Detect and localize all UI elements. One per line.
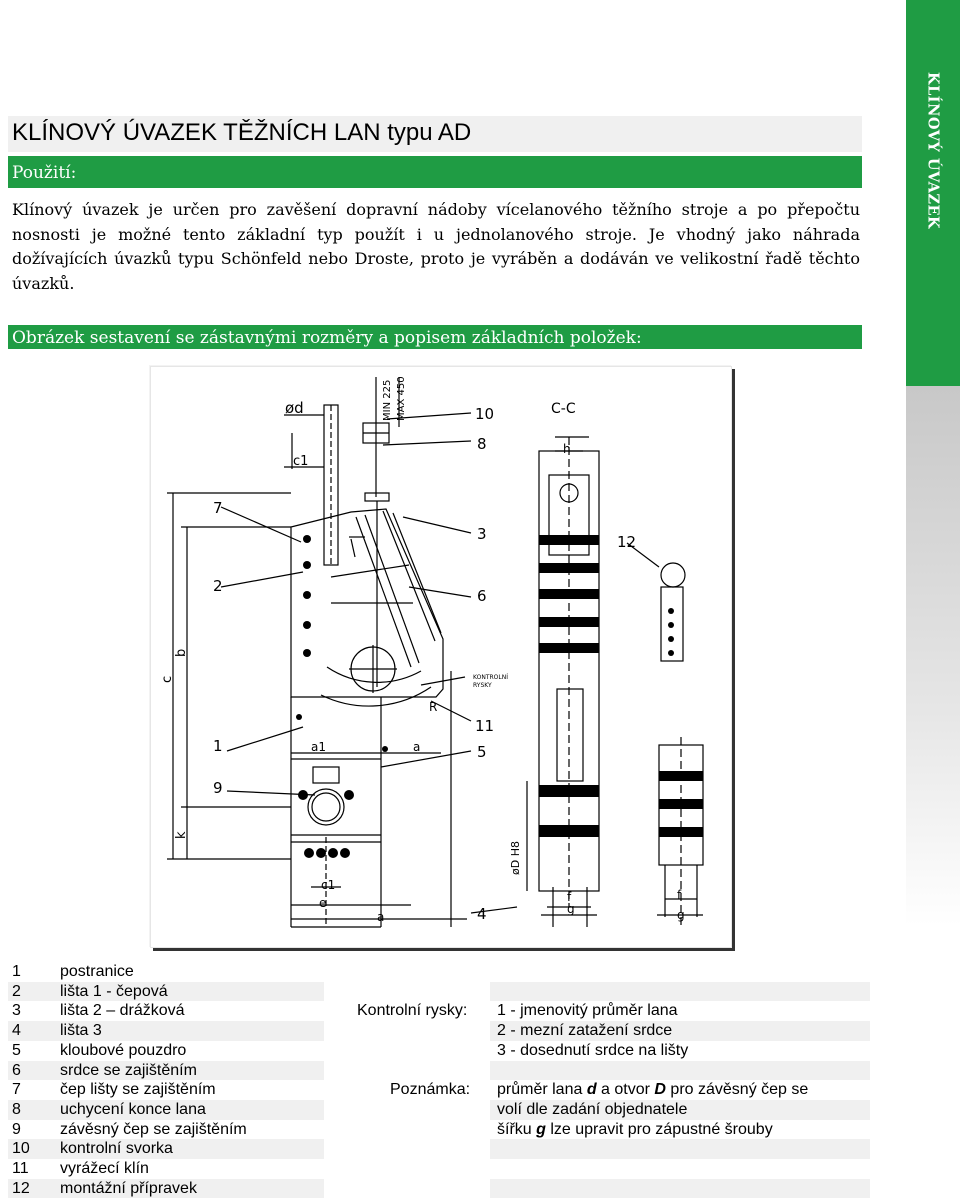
label-part-5: 5 <box>477 743 487 761</box>
part-name: postranice <box>60 963 134 980</box>
label-g: g <box>567 902 575 916</box>
page-title: KLÍNOVÝ ÚVAZEK TĚŽNÍCH LAN typu AD <box>12 119 472 146</box>
part-number: 3 <box>12 1002 21 1020</box>
usage-heading: Použití: <box>12 163 77 183</box>
note-line-3: šířku g lze upravit pro zápustné šrouby <box>497 1121 773 1138</box>
part-number: 4 <box>12 1022 21 1040</box>
part-name: srdce se zajištěním <box>60 1061 197 1079</box>
title-bar <box>8 116 862 152</box>
label-part-6: 6 <box>477 587 487 605</box>
label-part-1: 1 <box>213 737 223 755</box>
part-name: lišta 2 – drážková <box>60 1002 185 1020</box>
parts-row-gap <box>324 1139 490 1159</box>
parts-row-right <box>490 1159 870 1179</box>
usage-text: Klínový úvazek je určen pro zavěšení dopravní nádoby vícelanového těžního stroje a po přepočtu nosnosti je možné tento základní typ použít i u jednolanového stroje. Je vhodný jako náhrada dožívajících úvazků typu Schönfeld nebo Droste, proto je vyráběn a dodáván ve velikostní řadě těchto úvazků. <box>12 200 860 293</box>
label-f2: f <box>677 888 682 902</box>
part-name: lišta 3 <box>60 1022 102 1040</box>
control-mark-1: 1 - jmenovitý průměr lana <box>497 1002 678 1019</box>
part-number: 2 <box>12 982 21 1000</box>
parts-row-right <box>490 1061 870 1081</box>
label-g2: g <box>677 908 685 922</box>
parts-row-right <box>490 962 870 982</box>
part-number: 7 <box>12 1081 21 1099</box>
label-c: c <box>160 675 175 683</box>
label-diameter-d: ød <box>285 399 304 417</box>
parts-row-gap <box>324 1100 490 1120</box>
label-part-10: 10 <box>475 405 495 423</box>
label-part-8: 8 <box>477 435 487 453</box>
part-number: 6 <box>12 1061 21 1079</box>
part-number: 1 <box>12 963 21 980</box>
usage-heading-bar <box>8 156 862 188</box>
control-marks-label: Kontrolní rysky: <box>357 1002 468 1019</box>
side-strip <box>906 386 960 926</box>
part-name: montážní přípravek <box>60 1179 197 1197</box>
part-name: vyrážecí klín <box>60 1160 149 1177</box>
label-dh8: øD H8 <box>509 841 522 875</box>
part-name: závěsný čep se zajištěním <box>60 1120 247 1138</box>
label-rysky: RYSKY <box>473 682 492 689</box>
part-name: kloubové pouzdro <box>60 1041 187 1059</box>
parts-row-gap <box>324 1021 490 1041</box>
label-section: C-C <box>551 401 576 417</box>
parts-row-gap <box>324 1159 490 1179</box>
label-part-12: 12 <box>617 533 637 551</box>
parts-row <box>8 1041 870 1061</box>
label-a1: a1 <box>311 740 326 754</box>
label-part-11: 11 <box>475 717 495 735</box>
parts-row-gap <box>324 1061 490 1081</box>
part-number: 5 <box>12 1041 21 1059</box>
part-name: uchycení konce lana <box>60 1100 206 1118</box>
part-number: 8 <box>12 1100 21 1118</box>
part-name: čep lišty se zajištěním <box>60 1081 216 1099</box>
figure-heading-bar <box>8 325 862 349</box>
parts-row <box>8 962 870 982</box>
parts-row-gap <box>324 1120 490 1140</box>
label-part-7: 7 <box>213 499 223 517</box>
parts-row <box>8 982 870 1002</box>
note-line-2: volí dle zadání objednatele <box>497 1101 688 1118</box>
parts-row-gap <box>324 962 490 982</box>
label-r: R <box>429 700 438 714</box>
label-kontrolni: KONTROLNÍ <box>473 674 508 681</box>
parts-row <box>8 1159 870 1179</box>
label-min: MIN 225 <box>382 379 393 421</box>
parts-row-gap <box>324 1179 490 1199</box>
parts-row <box>8 1021 870 1041</box>
part-name: lišta 1 - čepová <box>60 982 168 1000</box>
part-number: 10 <box>12 1140 30 1158</box>
drawing-lines <box>167 377 703 927</box>
parts-row <box>8 1179 870 1199</box>
parts-row <box>8 1100 870 1120</box>
note-label: Poznámka: <box>390 1081 471 1098</box>
side-tab <box>906 0 960 386</box>
label-a-bottom: a <box>377 910 385 924</box>
label-c1-top: c1 <box>293 454 309 469</box>
parts-row-right <box>490 1179 870 1199</box>
parts-row-gap <box>324 1041 490 1061</box>
part-number: 11 <box>12 1160 29 1177</box>
label-max: MAX 450 <box>396 376 407 421</box>
control-mark-3: 3 - dosednutí srdce na lišty <box>497 1042 689 1059</box>
parts-row-gap <box>324 982 490 1002</box>
label-part-9: 9 <box>213 779 223 797</box>
assembly-drawing-svg <box>151 367 731 947</box>
parts-row-right <box>490 1139 870 1159</box>
part-number: 9 <box>12 1120 21 1138</box>
label-part-4: 4 <box>477 905 487 923</box>
label-b: b <box>174 648 189 657</box>
control-mark-2: 2 - mezní zatažení srdce <box>497 1022 673 1039</box>
part-name: kontrolní svorka <box>60 1140 173 1158</box>
drawing-labels <box>160 376 685 924</box>
figure-heading: Obrázek sestavení se zástavnými rozměry a popisem základních položek: <box>12 328 642 348</box>
label-a: a <box>413 740 421 754</box>
label-f: f <box>567 890 572 904</box>
note-line-1: průměr lana d a otvor D pro závěsný čep se <box>497 1081 809 1098</box>
label-h: h <box>563 442 571 456</box>
parts-row-right <box>490 982 870 1002</box>
part-number: 12 <box>12 1179 30 1197</box>
label-part-3: 3 <box>477 525 487 543</box>
assembly-drawing <box>150 366 732 948</box>
parts-row <box>8 1139 870 1159</box>
side-tab-label: KLÍNOVÝ ÚVAZEK <box>924 72 942 230</box>
label-e: e <box>319 896 327 910</box>
label-c1-bottom: c1 <box>321 878 336 892</box>
label-part-2: 2 <box>213 577 223 595</box>
parts-row <box>8 1061 870 1081</box>
label-k: k <box>174 831 189 839</box>
